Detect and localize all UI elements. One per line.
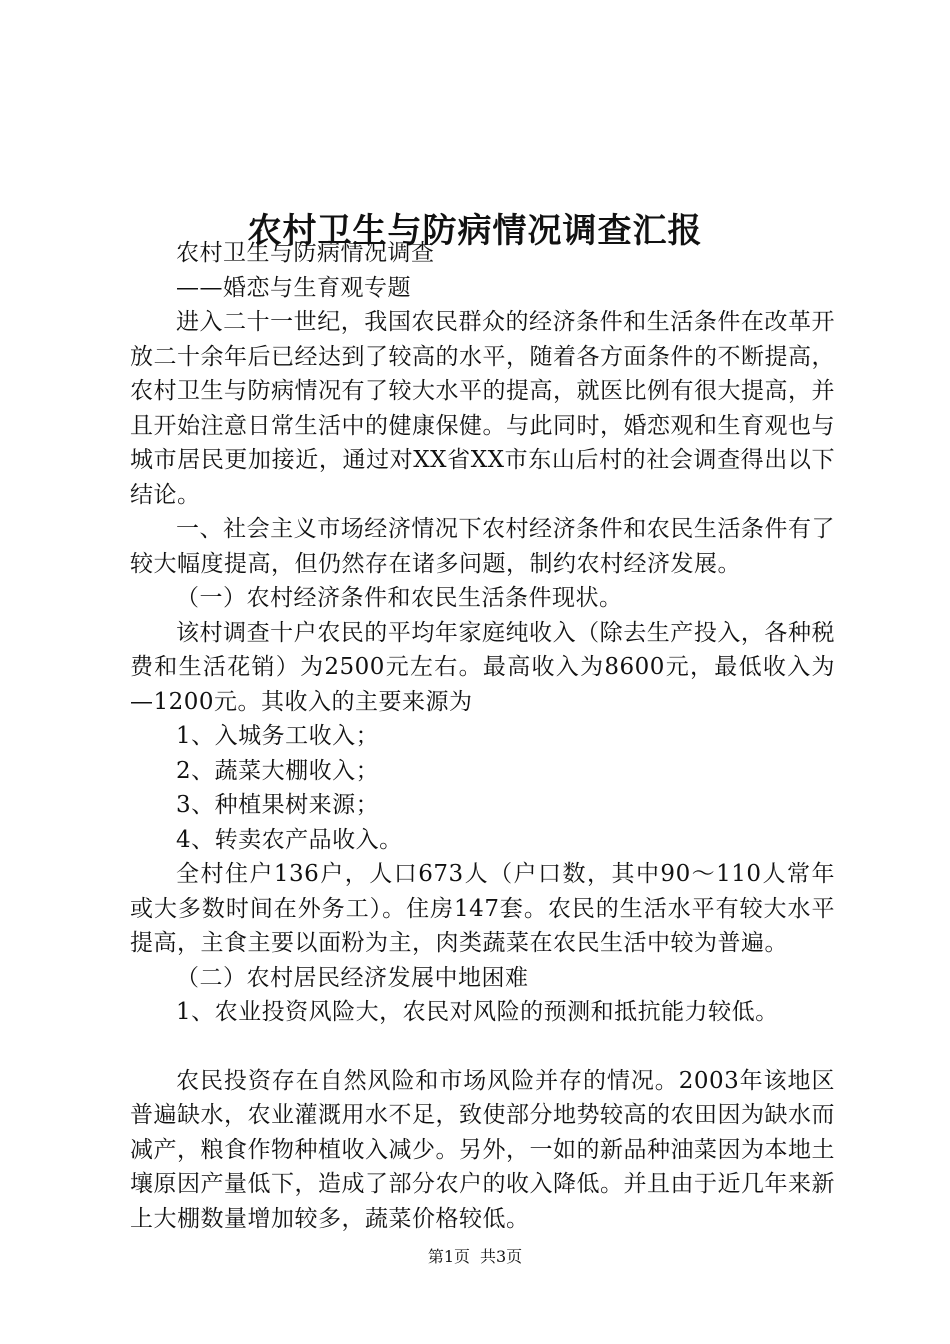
page-number: 第1页	[427, 1247, 470, 1266]
income-source-item: 4、转卖农产品收入。	[176, 826, 403, 853]
income-source-item: 1、入城务工收入；	[176, 723, 380, 749]
income-source-item: 3、种植果树来源；	[176, 792, 380, 818]
section-heading-1: 一、社会主义市场经济情况下农村经济条件和农民生活条件有了较大幅度提高，但仍然存在诸多问题，制约农村经济发展。	[130, 516, 835, 577]
subtitle-paragraph: 农村卫生与防病情况调查	[176, 240, 435, 266]
income-paragraph: 该村调查十户农民的平均年家庭纯收入（除去生产投入，各种税费和生活花销）为2500元左右。最高收入为8600元，最低收入为—1200元。其收入的主要来源为	[130, 619, 835, 715]
risk-paragraph: 农民投资存在自然风险和市场风险并存的情况。2003年该地区普遍缺水，农业灌溉用水不足，致使部分地势较高的农田因为缺水而减产，粮食作物种植收入减少。另外，一如的新品种油菜因为本地土壤原因产量低下，造成了部分农户的收入降低。并且由于近几年来新上大棚数量增加较多，蔬菜价格较低。	[130, 1067, 835, 1232]
page-total: 共3页	[480, 1247, 523, 1266]
intro-paragraph: 进入二十一世纪，我国农民群众的经济条件和生活条件在改革开放二十余年后已经达到了较高的水平，随着各方面条件的不断提高，农村卫生与防病情况有了较大水平的提高，就医比例有很大提高，并且开始注意日常生活中的健康保健。与此同时，婚恋观和生育观也与城市居民更加接近，通过对XX省XX市东山后村的社会调查得出以下结论。	[130, 309, 835, 508]
topic-paragraph: ——婚恋与生育观专题	[176, 274, 411, 301]
document-body	[130, 236, 835, 1236]
subsection-heading-2: （二）农村居民经济发展中地困难	[176, 964, 529, 991]
subsection-heading-1: （一）农村经济条件和农民生活条件现状。	[176, 585, 623, 611]
population-paragraph: 全村住户136户，人口673人（户口数，其中90～110人常年或大多数时间在外务工）。住房147套。农民的生活水平有较大水平提高，主食主要以面粉为主，肉类蔬菜在农民生活中较为普遍。	[130, 861, 835, 956]
income-source-item: 2、蔬菜大棚收入；	[176, 757, 380, 784]
difficulty-item-1: 1、农业投资风险大，农民对风险的预测和抵抗能力较低。	[176, 999, 779, 1025]
document-title: 农村卫生与防病情况调查汇报	[247, 210, 703, 251]
page-footer	[0, 1246, 950, 1268]
